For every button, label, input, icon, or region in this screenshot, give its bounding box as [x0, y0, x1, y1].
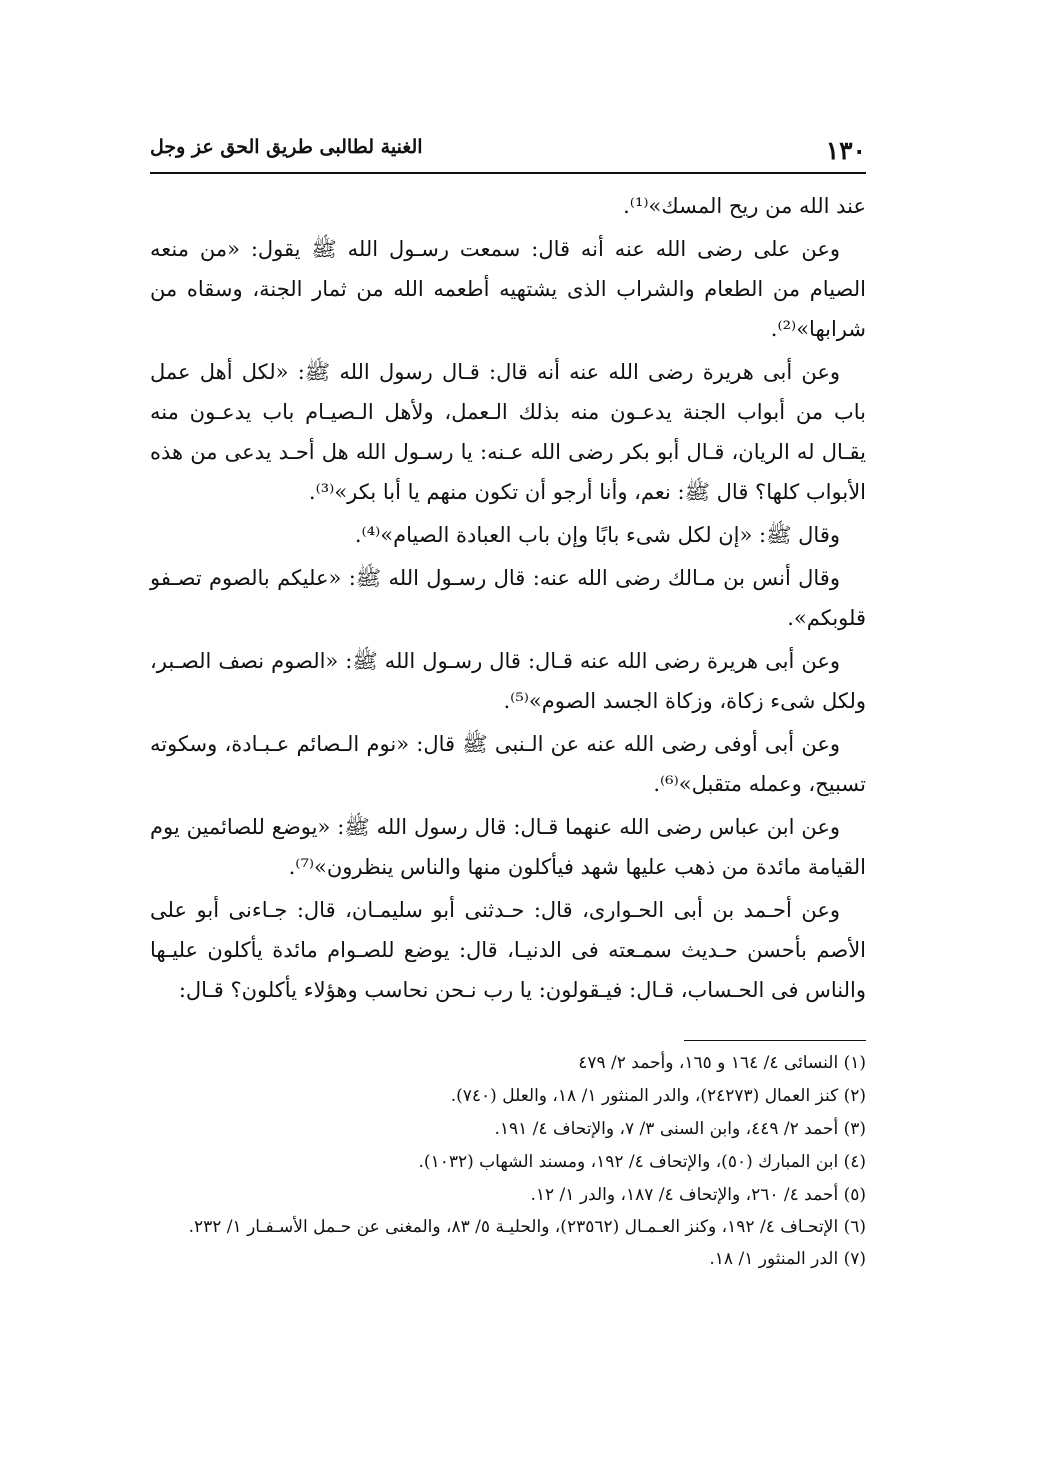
- paragraph: وعن أبى هريرة رضى الله عنه أنه قال: قـال رسول الله ﷺ: «لكل أهل عمل باب من أبواب الجنة يدعـون منه بذلك الـعمل، ولأهل الـصيـام باب يدعـون منه يقـال له الريان، قـال أبو بكر رضى الله عـنه: يا رسـول الله هل أحـد يدعى من هذه الأبواب كلها؟ قال ﷺ: نعم، وأنا أرجو أن تكون منهم يا أبا بكر»⁽³⁾.: [150, 360, 866, 504]
- footnote: (٥) أحمد ٤/ ٢٦٠، والإتحاف ٤/ ١٨٧، والدر ١/ ١٢.: [530, 1185, 866, 1205]
- header-divider: [150, 172, 866, 174]
- footnote: (٣) أحمد ٢/ ٤٤٩، وابن السنى ٣/ ٧، والإتحاف ٤/ ١٩١.: [494, 1119, 866, 1139]
- paragraph: وعن ابن عباس رضى الله عنهما قـال: قال رسول الله ﷺ: «يوضع للصائمين يوم القيامة مائدة من ذهب عليها شهد فيأكلون منها والناس ينظرون»⁽⁷⁾.: [150, 815, 866, 879]
- footnote: (٤) ابن المبارك (٥٠)، والإتحاف ٤/ ١٩٢، ومسند الشهاب (١٠٣٢).: [418, 1152, 866, 1172]
- paragraph: وعن أحـمد بن أبى الحـوارى، قال: حـدثنى أبو سليمـان، قال: جـاءنى أبو على الأصم بأحسن حـديث سمـعته فى الدنيـا، قال: يوضع للصـوام مائدة يأكلون عليـها والناس فى الحـساب، قـال: فيـقولون: يا رب نـحن نحاسب وهؤلاء يأكلون؟ قـال:: [150, 898, 866, 1002]
- footnote: (٧) الدر المنثور ١/ ١٨.: [709, 1249, 866, 1269]
- main-text: [150, 186, 866, 1013]
- page-header: [150, 130, 866, 170]
- page-number: ١٣٠: [825, 136, 866, 165]
- paragraph: وقال ﷺ: «إن لكل شىء بابًا وإن باب العبادة الصيام»⁽⁴⁾.: [354, 523, 840, 547]
- footnote: (٦) الإتحـاف ٤/ ١٩٢، وكنز العـمـال (٢٣٥٦٢)، والحليـة ٥/ ٨٣، والمغنى عن حـمل الأسـفـار ١/ ٢٣٢.: [188, 1217, 866, 1237]
- paragraph: وعن على رضى الله عنه أنه قال: سمعت رسـول الله ﷺ يقول: «من منعه الصيام من الطعام والشراب الذى يشتهيه أطعمه الله من ثمار الجنة، وسقاه من شرابها»⁽²⁾.: [150, 237, 866, 341]
- footnote: (١) النسائى ٤/ ١٦٤ و ١٦٥، وأحمد ٢/ ٤٧٩: [578, 1053, 866, 1073]
- footnotes: [150, 1047, 866, 1276]
- footnote-divider: [684, 1040, 866, 1041]
- paragraph: عند الله من ريح المسك»⁽¹⁾.: [623, 194, 866, 218]
- footnote: (٢) كنز العمال (٢٤٢٧٣)، والدر المنثور ١/ ١٨، والعلل (٧٤٠).: [450, 1086, 866, 1106]
- paragraph: وعن أبى أوفى رضى الله عنه عن الـنبى ﷺ قال: «نوم الـصائم عـبـادة، وسكوته تسبيح، وعمله متقبل»⁽⁶⁾.: [150, 732, 866, 796]
- paragraph: وعن أبى هريرة رضى الله عنه قـال: قال رسـول الله ﷺ: «الصوم نصف الصـبر، ولكل شىء زكاة، وزكاة الجسد الصوم»⁽⁵⁾.: [150, 649, 866, 713]
- running-title: الغنية لطالبى طريق الحق عز وجل: [150, 136, 423, 158]
- paragraph: وقال أنس بن مـالك رضى الله عنه: قال رسـول الله ﷺ: «عليكم بالصوم تصـفو قلوبكم».: [150, 566, 866, 630]
